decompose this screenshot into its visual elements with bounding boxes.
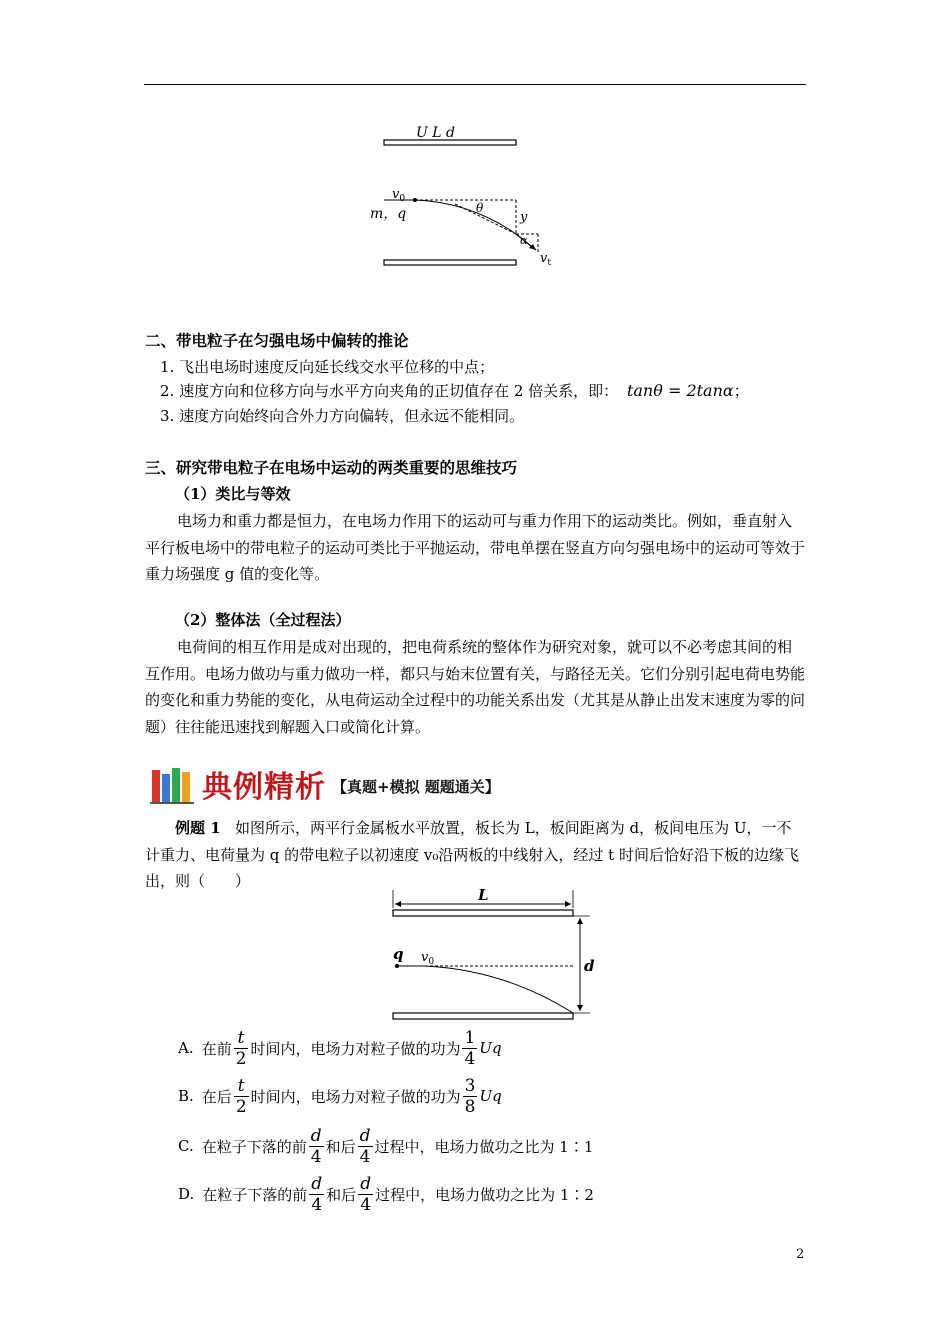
fraction: $\frac{d}{4}$ bbox=[311, 1173, 323, 1215]
fraction: $\frac{d}{4}$ bbox=[359, 1125, 371, 1167]
option-letter: C. bbox=[178, 1137, 194, 1155]
section2-item-2-text: 2. 速度方向和位移方向与水平方向夹角的正切值存在 2 倍关系，即： bbox=[160, 382, 619, 400]
option-text: 在后 bbox=[201, 1087, 232, 1106]
option-text: 和后 bbox=[326, 1185, 357, 1204]
option-text: 在粒子下落的前 bbox=[202, 1185, 308, 1204]
books-icon bbox=[150, 764, 196, 804]
label-v0: $v_0$ bbox=[392, 187, 406, 204]
label-v0-2: $v_0$ bbox=[421, 950, 435, 967]
banner-title: 典例精析 bbox=[202, 770, 326, 805]
fraction: $\frac{t}{2}$ bbox=[235, 1075, 247, 1117]
formula-tail: ； bbox=[733, 382, 749, 400]
banner-subtitle: 【真题+模拟 题题通关】 bbox=[332, 777, 500, 796]
section2-item-2 bbox=[160, 378, 749, 404]
option-text: Uq bbox=[479, 1087, 502, 1105]
option-text: 和后 bbox=[325, 1137, 356, 1156]
section3-heading: 三、研究带电粒子在电场中运动的两类重要的思维技巧 bbox=[145, 458, 518, 477]
option-letter: D. bbox=[178, 1185, 195, 1203]
banner bbox=[150, 762, 500, 806]
option-text: 时间内，电场力对粒子做的功为 bbox=[250, 1087, 461, 1106]
option-d[interactable] bbox=[178, 1170, 594, 1218]
section3-sub2: （2）整体法（全过程法） bbox=[175, 611, 351, 629]
fraction: $\frac{3}{8}$ bbox=[464, 1075, 476, 1117]
label-L: L bbox=[478, 886, 489, 904]
upper-plate-2 bbox=[393, 910, 573, 916]
plate-labels: U L d bbox=[416, 125, 455, 141]
option-c[interactable] bbox=[178, 1122, 593, 1170]
option-letter: B. bbox=[178, 1087, 194, 1105]
option-letter: A. bbox=[178, 1039, 194, 1057]
option-text: 过程中，电场力做功之比为 1∶2 bbox=[375, 1185, 594, 1204]
label-alpha: α bbox=[520, 234, 528, 247]
fraction: $\frac{1}{4}$ bbox=[464, 1027, 476, 1069]
page-number: 2 bbox=[796, 1247, 805, 1262]
lower-plate bbox=[384, 260, 516, 265]
section2-item-1: 1. 飞出电场时速度反向延长线交水平位移的中点； bbox=[160, 358, 495, 376]
header-rule bbox=[144, 84, 806, 85]
option-text: 在粒子下落的前 bbox=[201, 1137, 307, 1156]
displacement-line bbox=[455, 204, 516, 234]
section2-heading: 二、带电粒子在匀强电场中偏转的推论 bbox=[145, 331, 409, 350]
option-a[interactable] bbox=[178, 1024, 502, 1072]
fraction: $\frac{d}{4}$ bbox=[360, 1173, 372, 1215]
section3-para2: 电荷间的相互作用是成对出现的，把电荷系统的整体作为研究对象，就可以不必考虑其间的相互作用。电场力做功与重力做功一样，都只与始末位置有关，与路径无关。它们分别引起电荷电势能的变化和重力势能的变化，从电荷运动全过程中的功能关系出发（尤其是从静止出发末速度为零的问题）往往能迅速找到解题入口或简化计算。 bbox=[145, 638, 806, 736]
lower-plate-2 bbox=[393, 1013, 573, 1019]
label-theta: θ bbox=[476, 201, 484, 215]
label-vt: $v_t$ bbox=[540, 251, 551, 268]
trajectory-2 bbox=[425, 966, 573, 1013]
option-text: 时间内，电场力对粒子做的功为 bbox=[250, 1039, 461, 1058]
label-mq: m，q bbox=[370, 206, 407, 222]
label-q: q bbox=[393, 945, 404, 963]
example1-body: 如图所示，两平行金属板水平放置，板长为 L，板间距离为 d，板间电压为 U，一不计重力、电荷量为 q 的带电粒子以初速度 v₀沿两板的中线射入，经过 t 时间后恰好沿下板的边缘飞出，则（ ） bbox=[145, 819, 799, 890]
option-text: 在前 bbox=[201, 1039, 232, 1058]
plates-diagram bbox=[385, 882, 605, 1022]
section2-item-3: 3. 速度方向始终向合外力方向偏转，但永远不能相同。 bbox=[160, 407, 525, 425]
tan-formula: tanθ = 2tanα bbox=[626, 381, 734, 400]
section3-para1: 电场力和重力都是恒力，在电场力作用下的运动可与重力作用下的运动类比。例如，垂直射入平行板电场中的带电粒子的运动可类比于平抛运动，带电单摆在竖直方向匀强电场中的运动可等效于重力场强度 g 值的变化等。 bbox=[145, 512, 806, 583]
fraction: $\frac{d}{4}$ bbox=[310, 1125, 322, 1167]
option-text: Uq bbox=[479, 1039, 502, 1057]
option-text: 过程中，电场力做功之比为 1∶1 bbox=[374, 1137, 594, 1156]
trajectory-curve bbox=[415, 200, 516, 234]
label-y: y bbox=[520, 210, 528, 225]
section3-sub1: （1）类比与等效 bbox=[175, 485, 291, 503]
deflection-diagram bbox=[360, 120, 560, 270]
label-d: d bbox=[584, 957, 595, 975]
fraction: $\frac{t}{2}$ bbox=[235, 1027, 247, 1069]
example1-label: 例题 1 bbox=[175, 819, 221, 837]
option-b[interactable] bbox=[178, 1072, 502, 1120]
